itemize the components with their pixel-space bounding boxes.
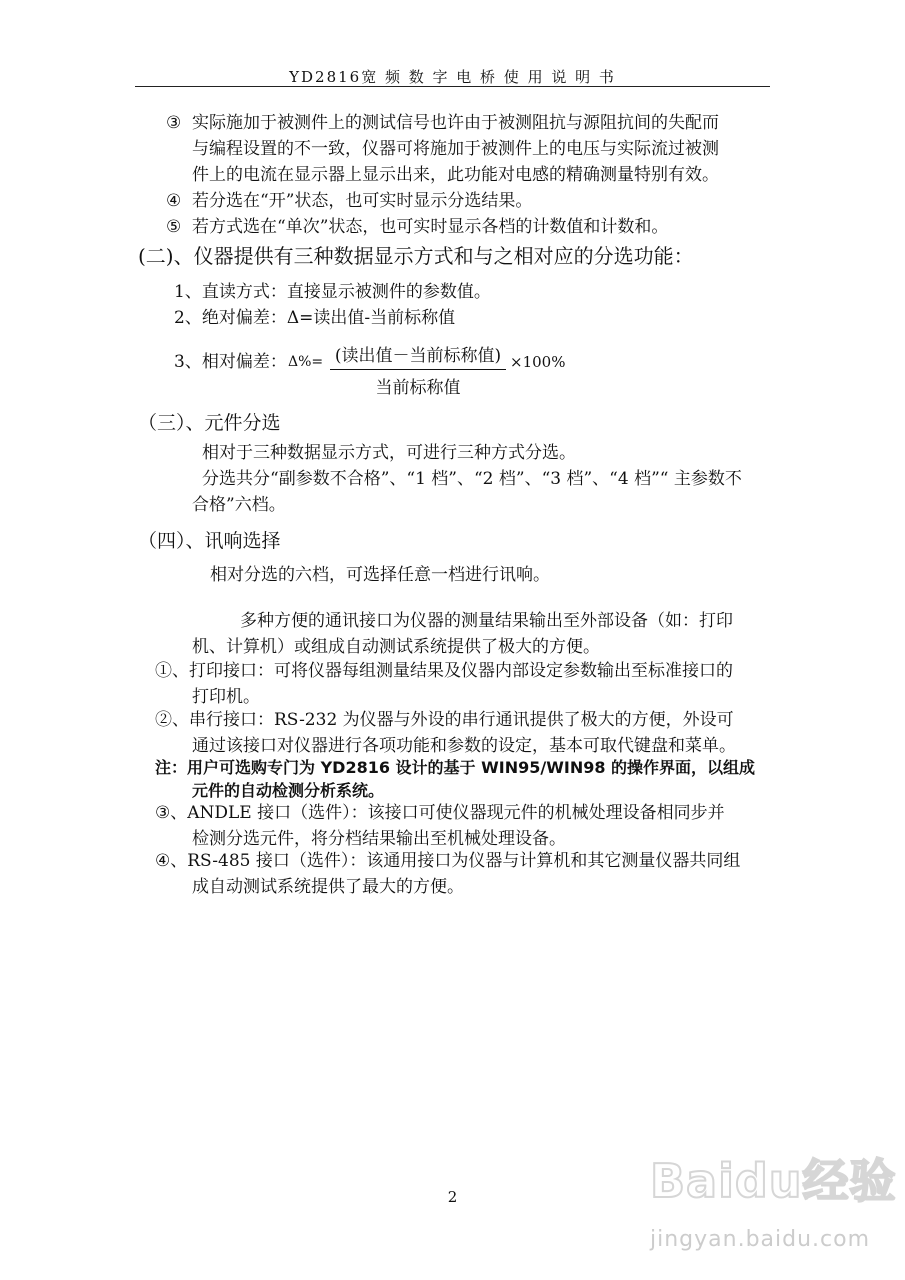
interface-printer-line-1: ①、打印接口：可将仪器每组测量结果及仪器内部设定参数输出至标准接口的 [155,661,733,681]
list-item-4-number: ④ [166,191,182,211]
section-2-item-2: 2、绝对偏差：Δ=读出值-当前标称值 [174,308,456,328]
list-item-5-line-1: 若方式选在“单次”状态，也可实时显示各档的计数值和计数和。 [192,217,669,237]
interface-serial-line-1: ②、串行接口：RS-232 为仪器与外设的串行通讯提供了极大的方便，外设可 [155,710,734,730]
note-line-1: 注：用户可选购专门为 YD2816 设计的基于 WIN95/WIN98 的操作界面，以组成 [155,758,756,777]
interfaces-intro-line-1: 多种方便的通讯接口为仪器的测量结果输出至外部设备（如：打印 [240,611,733,631]
interface-handler-line-2: 检测分选元件，将分档结果输出至机械处理设备。 [192,829,566,849]
section-2-item-3-label: 3、相对偏差： [174,352,287,372]
formula-delta-percent: Δ%= [288,354,324,370]
interface-rs485-line-2: 成自动测试系统提供了最大的方便。 [192,877,464,897]
list-item-5-number: ⑤ [166,217,182,237]
interface-printer-line-2: 打印机。 [192,687,260,707]
list-item-3-line-1: 实际施加于被测件上的测试信号也许由于被测阻抗与源阻抗间的失配而 [192,113,719,133]
note-line-2: 元件的自动检测分析系统。 [192,781,385,800]
formula-factor: ×100% [510,353,566,371]
section-3-line-2: 分选共分“副参数不合格”、“1 档”、“2 档”、“3 档”、“4 档”“ 主参数不 [202,469,742,489]
formula-denominator: 当前标称值 [375,378,461,398]
formula-fraction [330,341,506,398]
section-4-line-1: 相对分选的六档，可选择任意一档进行讯响。 [210,565,550,585]
list-item-4-line-1: 若分选在“开”状态，也可实时显示分选结果。 [192,191,533,211]
interfaces-intro-line-2: 机、计算机）或组成自动测试系统提供了极大的方便。 [192,637,600,657]
section-3-heading: （三）、元件分选 [138,412,281,434]
list-item-3-line-3: 件上的电流在显示器上显示出来，此功能对电感的精确测量特别有效。 [192,165,719,185]
section-2-heading: (二)、仪器提供有三种数据显示方式和与之相对应的分选功能： [138,244,694,268]
list-item-3-number: ③ [166,113,182,133]
list-item-3-line-2: 与编程设置的不一致，仪器可将施加于被测件上的电压与实际流过被测 [192,139,719,159]
page-number: 2 [447,1188,458,1206]
header-title: YD2816宽 频 数 字 电 桥 使 用 说 明 书 [289,68,616,86]
interface-handler-line-1: ③、ANDLE 接口（选件）：该接口可使仪器现元件的机械处理设备相同步并 [155,803,725,823]
section-3-line-3: 合格”六档。 [192,495,286,515]
header-rule [135,86,770,87]
interface-serial-line-2: 通过该接口对仪器进行各项功能和参数的设定，基本可取代键盘和菜单。 [192,736,736,756]
section-2-item-1: 1、直读方式：直接显示被测件的参数值。 [174,282,491,302]
section-3-line-1: 相对于三种数据显示方式，可进行三种方式分选。 [202,443,576,463]
watermark-url: jingyan.baidu.com [650,1227,871,1252]
baidu-logo: Baidu经验 [650,1154,897,1208]
interface-rs485-line-1: ④、RS-485 接口（选件）：该通用接口为仪器与计算机和其它测量仪器共同组 [155,851,741,871]
section-4-heading: （四）、讯响选择 [138,530,281,552]
baidu-watermark [650,1145,900,1270]
formula-numerator: (读出值－当前标称值) [330,341,506,370]
